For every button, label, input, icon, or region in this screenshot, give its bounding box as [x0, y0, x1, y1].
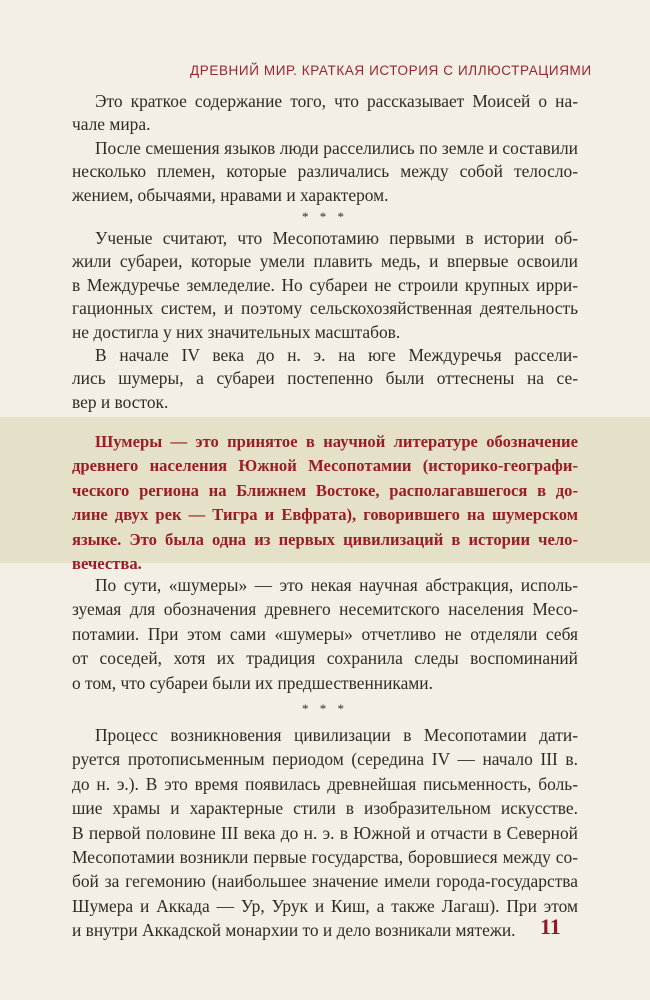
- text-line: вечества.: [72, 553, 142, 573]
- text-line: чале мира.: [72, 114, 151, 135]
- text-line: руется протописьменным периодом (середина IV — начало III в.: [72, 749, 578, 770]
- paragraph: [72, 430, 578, 576]
- paragraph: [72, 227, 578, 344]
- body-section-top: [72, 90, 578, 414]
- text-line: языке. Это была одна из первых цивилизаций в истории чело-: [72, 529, 578, 549]
- text-line: древнего населения Южной Месопотамии (историко-географи-: [72, 456, 578, 476]
- text-line: от соседей, хотя их традиция сохранила следы воспоминаний: [72, 648, 578, 669]
- running-header: ДРЕВНИЙ МИР. КРАТКАЯ ИСТОРИЯ С ИЛЛЮСТРАЦИЯМИ: [190, 63, 592, 78]
- paragraph: [72, 137, 578, 207]
- text-line: шие храмы и характерные стили в изобразительном искусстве.: [72, 798, 578, 819]
- text-line: В первой половине III века до н. э. в Южной и отчасти в Северной: [72, 822, 578, 843]
- text-line: Шумера и Аккада — Ур, Урук и Киш, а также Лагаш). При этом: [72, 895, 578, 916]
- text-line: бой за гегемонию (наибольшее значение имели города-государства: [72, 871, 578, 892]
- section-separator: * * *: [302, 208, 348, 224]
- text-line: жением, обычаями, нравами и характером.: [72, 184, 389, 205]
- text-line: до н. э.). В это время появилась древнейшая письменность, боль-: [72, 773, 578, 794]
- page-number: 11: [540, 914, 561, 939]
- paragraph: [72, 573, 578, 695]
- text-line: зуемая для обозначения древнего несемитского населения Месо-: [72, 599, 578, 620]
- text-line: Шумеры — это принятое в научной литературе обозначение: [95, 432, 578, 451]
- paragraph: [72, 90, 578, 137]
- text-line: о том, что субареи были их предшественниками.: [72, 672, 433, 693]
- callout-text: [72, 430, 578, 576]
- text-line: потамии. При этом сами «шумеры» отчетливо не отделяли себя: [72, 623, 578, 644]
- text-line: в Междуречье земледелие. Но субареи не строили крупных ирри-: [72, 274, 578, 295]
- section-separator: * * *: [302, 700, 348, 716]
- body-section-bottom: [72, 573, 578, 942]
- text-line: Ученые считают, что Месопотамию первыми в истории об-: [95, 227, 578, 248]
- text-line: жили субареи, которые умели плавить медь, и впервые освоили: [72, 251, 578, 272]
- paragraph: [72, 723, 578, 943]
- text-line: Это краткое содержание того, что рассказывает Моисей о на-: [95, 91, 578, 111]
- text-line: ческого региона на Ближнем Востоке, располагавшегося в до-: [72, 480, 578, 500]
- text-line: лине двух рек — Тигра и Евфрата), говорившего на шумерском: [72, 505, 578, 525]
- text-line: несколько племен, которые различались между собой телосло-: [72, 161, 578, 182]
- callout-box: [0, 417, 650, 573]
- text-line: лись шумеры, а субареи постепенно были оттеснены на се-: [72, 368, 578, 389]
- text-line: Месопотамии возникли первые государства, боровшиеся между со-: [72, 846, 578, 867]
- text-line: гационных систем, и поэтому сельскохозяйственная деятельность: [72, 298, 578, 319]
- text-line: и внутри Аккадской монархии то и дело возникали мятежи.: [72, 920, 516, 941]
- text-line: Процесс возникновения цивилизации в Месопотамии дати-: [95, 724, 578, 745]
- text-line: По сути, «шумеры» — это некая научная абстракция, исполь-: [95, 575, 578, 595]
- text-line: не достигла у них значительных масштабов.: [72, 321, 401, 342]
- text-line: После смешения языков люди расселились по земле и составили: [95, 137, 578, 158]
- paragraph: [72, 344, 578, 414]
- text-line: В начале IV века до н. э. на юге Междуречья рассели-: [95, 344, 578, 365]
- text-line: вер и восток.: [72, 391, 169, 412]
